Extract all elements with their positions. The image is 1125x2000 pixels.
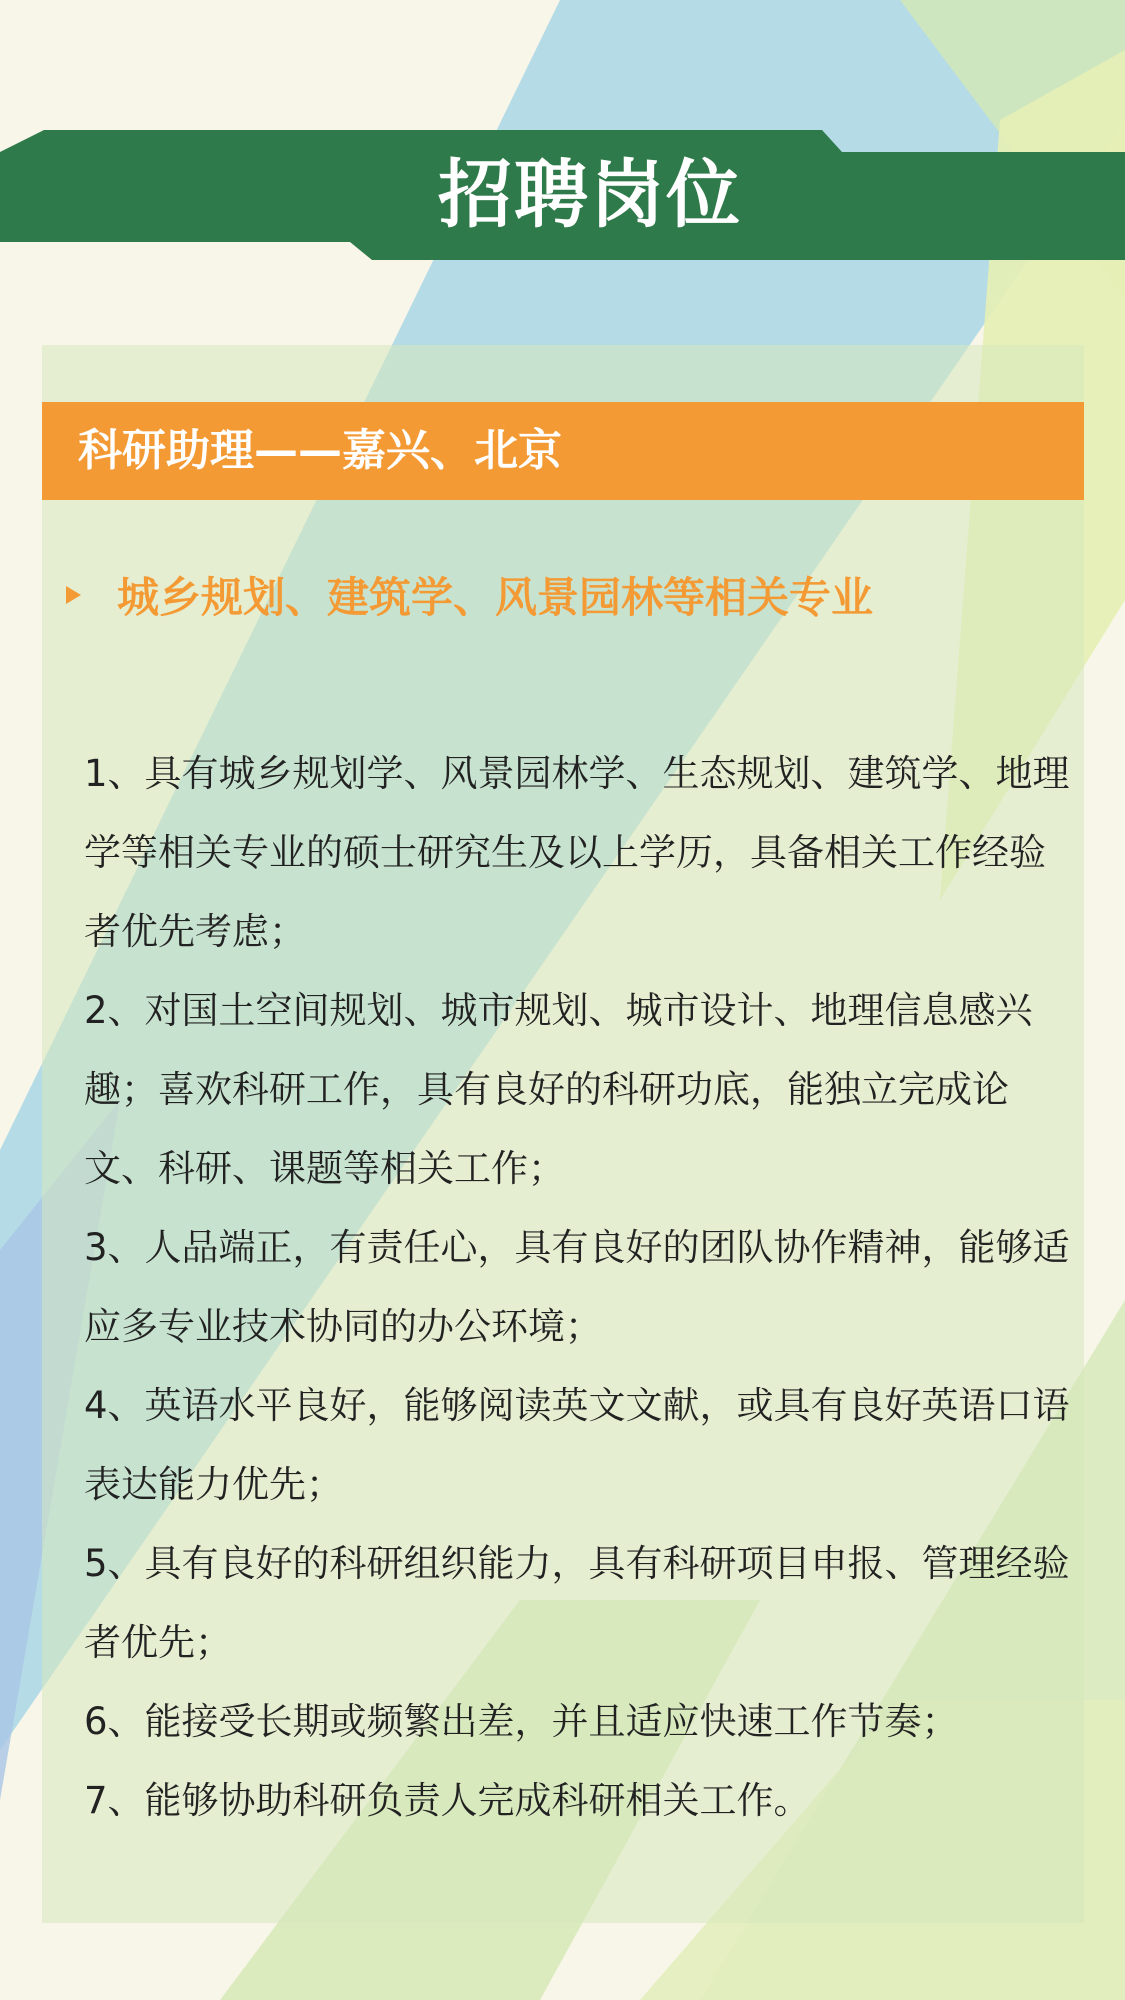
header-banner	[0, 130, 1125, 260]
requirement-item: 5、具有良好的科研组织能力，具有科研项目申报、管理经验者优先；	[84, 1542, 1070, 1664]
major-requirement: 城乡规划、建筑学、风景园林等相关专业	[117, 573, 874, 622]
triangle-bullet-icon	[66, 586, 81, 604]
requirement-item: 1、具有城乡规划学、风景园林学、生态规划、建筑学、地理学等相关专业的硕士研究生及以上学历，具备相关工作经验者优先考虑；	[84, 752, 1070, 953]
requirement-item: 2、对国土空间规划、城市规划、城市设计、地理信息感兴趣；喜欢科研工作，具有良好的科研功底，能独立完成论文、科研、课题等相关工作；	[84, 989, 1033, 1190]
requirements-list	[84, 734, 1074, 1840]
page-title: 招聘岗位	[438, 152, 742, 238]
requirement-item: 3、人品端正，有责任心，具有良好的团队协作精神，能够适应多专业技术协同的办公环境；	[84, 1226, 1070, 1348]
requirement-item: 4、英语水平良好，能够阅读英文文献，或具有良好英语口语表达能力优先；	[84, 1384, 1070, 1506]
position-title-bar	[42, 402, 1084, 500]
requirement-item: 6、能接受长期或频繁出差，并且适应快速工作节奏；	[84, 1700, 959, 1743]
major-row	[66, 562, 873, 628]
position-title: 科研助理——嘉兴、北京	[78, 425, 562, 476]
requirement-item: 7、能够协助科研负责人完成科研相关工作。	[84, 1779, 811, 1822]
